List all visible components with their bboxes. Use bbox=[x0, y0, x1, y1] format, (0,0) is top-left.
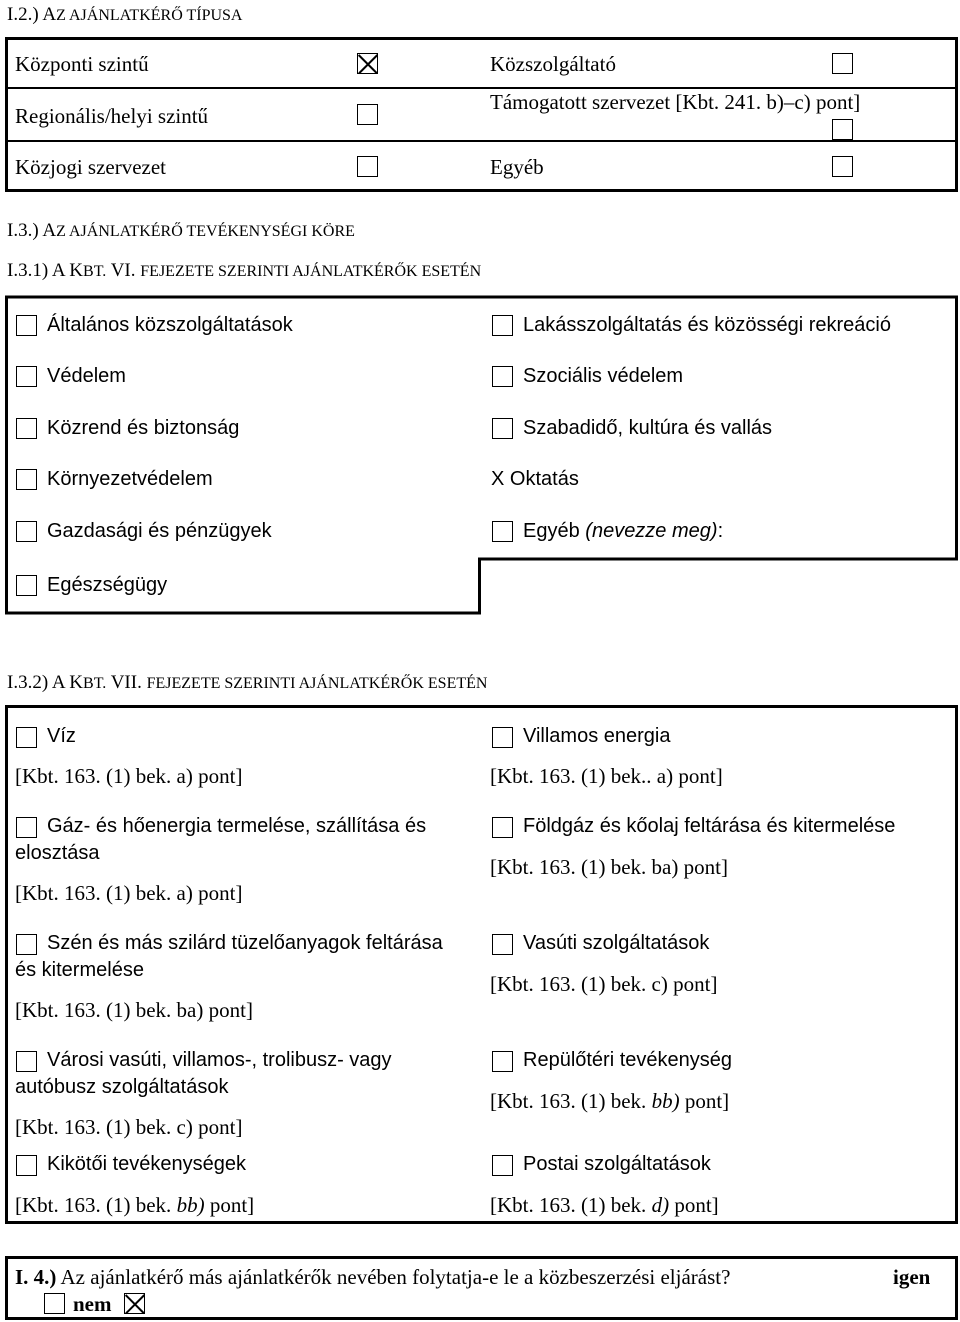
sector-label-kikotoi: Kikötői tevékenységek bbox=[47, 1153, 247, 1175]
section-heading-i32: I.3.2) A KBT. VII. FEJEZETE SZERINTI AJÁNLATKÉRŐK ESETÉN bbox=[7, 672, 488, 693]
checkbox-igen[interactable] bbox=[44, 1293, 65, 1314]
activity-label-gazdasagi: Gazdasági és pénzügyek bbox=[47, 520, 272, 542]
legal-ref-vasuti: [Kbt. 163. (1) bek. c) pont] bbox=[490, 972, 718, 996]
legal-ref-repuloteri: [Kbt. 163. (1) bek. bb) pont] bbox=[490, 1089, 730, 1113]
checkbox-vasuti[interactable] bbox=[492, 934, 513, 955]
activity-label-altalanos: Általános közszolgáltatások bbox=[47, 314, 293, 336]
sector-label-varosi-2: autóbusz szolgáltatások bbox=[15, 1076, 229, 1098]
checkbox-lakas[interactable] bbox=[492, 315, 513, 336]
type-label-kozponti: Központi szintű bbox=[15, 52, 149, 76]
legal-ref-villamos: [Kbt. 163. (1) bek.. a) pont] bbox=[490, 764, 723, 788]
checkbox-szabadido[interactable] bbox=[492, 418, 513, 439]
checkbox-egyeb-tevekenyseg[interactable] bbox=[492, 521, 513, 542]
activity-label-egyeb: Egyéb (nevezze meg): bbox=[523, 520, 724, 542]
checkbox-gaz[interactable] bbox=[16, 817, 37, 838]
checkbox-postai[interactable] bbox=[492, 1155, 513, 1176]
checkbox-szen[interactable] bbox=[16, 934, 37, 955]
section-heading-i2: I.2.) AZ AJÁNLATKÉRŐ TÍPUSA bbox=[7, 4, 243, 25]
sector-label-foldgaz: Földgáz és kőolaj feltárása és kitermelése bbox=[523, 815, 896, 837]
activity-label-oktatas: X Oktatás bbox=[491, 468, 579, 490]
sector-label-villamos: Villamos energia bbox=[523, 725, 671, 747]
sector-label-gaz-1: Gáz- és hőenergia termelése, szállítása és bbox=[47, 815, 427, 837]
sector-label-varosi-1: Városi vasúti, villamos-, trolibusz- vagy bbox=[47, 1049, 392, 1071]
sector-label-vasuti: Vasúti szolgáltatások bbox=[523, 932, 710, 954]
type-label-kozjogi: Közjogi szervezet bbox=[15, 155, 167, 179]
legal-ref-varosi: [Kbt. 163. (1) bek. c) pont] bbox=[15, 1115, 243, 1139]
checkbox-viz[interactable] bbox=[16, 727, 37, 748]
activity-label-egeszsegugy: Egészségügy bbox=[47, 574, 168, 596]
checkbox-egeszsegugy[interactable] bbox=[16, 575, 37, 596]
sector-label-postai: Postai szolgáltatások bbox=[523, 1153, 711, 1175]
sector-label-repuloteri: Repülőtéri tevékenység bbox=[523, 1049, 733, 1071]
checkbox-kozrend[interactable] bbox=[16, 418, 37, 439]
sector-label-szen-2: és kitermelése bbox=[15, 959, 144, 981]
section-heading-i3: I.3.) AZ AJÁNLATKÉRŐ TEVÉKENYSÉGI KÖRE bbox=[7, 220, 355, 241]
legal-ref-szen: [Kbt. 163. (1) bek. ba) pont] bbox=[15, 998, 253, 1022]
checkbox-kornyezetvedelem[interactable] bbox=[16, 469, 37, 490]
nem-label: nem bbox=[73, 1292, 112, 1316]
checkbox-varosi[interactable] bbox=[16, 1051, 37, 1072]
activity-label-lakas: Lakásszolgáltatás és közösségi rekreáció bbox=[523, 314, 891, 336]
checkbox-nem[interactable] bbox=[124, 1293, 145, 1314]
sector-label-viz: Víz bbox=[47, 725, 76, 747]
checkbox-szocialis[interactable] bbox=[492, 366, 513, 387]
igen-label: igen bbox=[893, 1265, 931, 1289]
checkbox-altalanos[interactable] bbox=[16, 315, 37, 336]
legal-ref-foldgaz: [Kbt. 163. (1) bek. ba) pont] bbox=[490, 855, 728, 879]
legal-ref-kikotoi: [Kbt. 163. (1) bek. bb) pont] bbox=[15, 1193, 255, 1217]
sector-label-gaz-2: elosztása bbox=[15, 842, 100, 864]
type-label-kozszolgaltato: Közszolgáltató bbox=[490, 52, 616, 76]
legal-ref-gaz: [Kbt. 163. (1) bek. a) pont] bbox=[15, 881, 243, 905]
type-label-regionalis: Regionális/helyi szintű bbox=[15, 104, 209, 128]
legal-ref-postai: [Kbt. 163. (1) bek. d) pont] bbox=[490, 1193, 719, 1217]
type-label-tamogatott: Támogatott szervezet [Kbt. 241. b)–c) pont] bbox=[490, 90, 861, 114]
activity-label-vedelem: Védelem bbox=[47, 365, 126, 387]
checkbox-foldgaz[interactable] bbox=[492, 817, 513, 838]
checkbox-gazdasagi[interactable] bbox=[16, 521, 37, 542]
checkbox-villamos[interactable] bbox=[492, 727, 513, 748]
activity-label-szabadido: Szabadidő, kultúra és vallás bbox=[523, 417, 773, 439]
type-label-egyeb: Egyéb bbox=[490, 155, 544, 179]
activity-label-kozrend: Közrend és biztonság bbox=[47, 417, 240, 439]
activity-label-kornyezetvedelem: Környezetvédelem bbox=[47, 468, 213, 490]
section-heading-i31: I.3.1) A KBT. VI. FEJEZETE SZERINTI AJÁNLATKÉRŐK ESETÉN bbox=[7, 260, 482, 281]
activity-label-szocialis: Szociális védelem bbox=[523, 365, 684, 387]
legal-ref-viz: [Kbt. 163. (1) bek. a) pont] bbox=[15, 764, 243, 788]
checkbox-kikotoi[interactable] bbox=[16, 1155, 37, 1176]
checkbox-vedelem[interactable] bbox=[16, 366, 37, 387]
checkbox-repuloteri[interactable] bbox=[492, 1051, 513, 1072]
i4-question: I. 4.) Az ajánlatkérő más ajánlatkérők nevében folytatja-e le a közbeszerzési eljárást? bbox=[15, 1265, 731, 1289]
sector-label-szen-1: Szén és más szilárd tüzelőanyagok feltárása bbox=[47, 932, 443, 954]
